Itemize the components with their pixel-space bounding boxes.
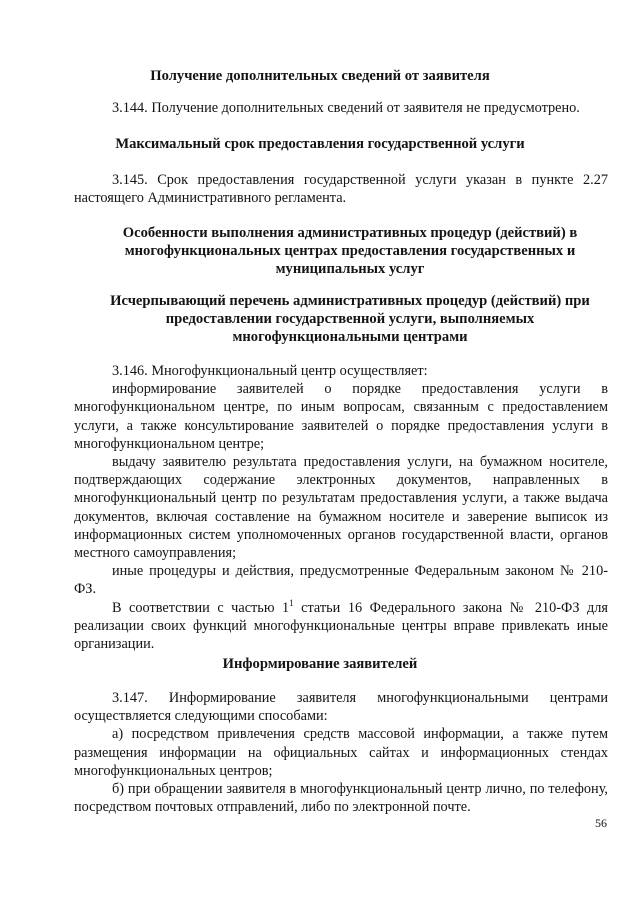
page-number: 56 — [595, 816, 607, 830]
paragraph-3-146: 3.146. Многофункциональный центр осуществляет: информирование заявителей о порядке предоставления услуги в многофункциональном центре, по иным вопросам, связанным с предоставлением услуги, а также консультирование заявителей о порядке предоставления услуги в многофункциональном центре; выдачу заявителю результата предоставления услуги, на бумажном носителе, подтверждающих содержание электронных документов, направленных в многофункциональный центр по результатам предоставления услуги, а также выдача документов, включая составление на бумажном носителе и заверение выписок из информационных систем уполномоченных органов государственной власти, органов местного самоуправления; иные процедуры и действия, предусмотренные Федеральным законом № 210-ФЗ. В соответствии с частью $1^1$ статьи 16 Федерального закона № 210-ФЗ для реализации своих функций многофункциональные центры вправе привлекать иные организации. — [74, 363, 608, 653]
heading-exhaustive-list: Исчерпывающий перечень административных процедур (действий) при предоставлении государственной услуги, выполняемых многофункциональными центрами — [110, 293, 590, 345]
paragraph-3-145: 3.145. Срок предоставления государственной услуги указан в пункте 2.27 настоящего Административного регламента. — [74, 172, 608, 207]
heading-informing: Информирование заявителей — [222, 656, 418, 672]
heading-additional-info: Получение дополнительных сведений от заявителя — [150, 68, 490, 84]
heading-max-term: Максимальный срок предоставления государственной услуги — [115, 136, 525, 152]
paragraph-part-1: В соответствии с частью $1^1$ статьи 16 Федерального закона № 210-ФЗ для реализации своих функций многофункциональные центры вправе привлекать иные организации. — [74, 597, 608, 653]
paragraph-3-144: 3.144. Получение дополнительных сведений от заявителя не предусмотрено. — [112, 100, 580, 116]
paragraph-3-147: 3.147. Информирование заявителя многофункциональными центрами осуществляется следующими способами: а) посредством привлечения средств массовой информации, а также путем размещения информации на официальных сайтах и информационных стендах многофункциональных центров; б) при обращении заявителя в многофункциональный центр лично, по телефону, посредством почтовых отправлений, либо по электронной почте. — [74, 690, 608, 816]
heading-mfc-features: Особенности выполнения административных процедур (действий) в многофункциональных центрах предоставления государственных и муниципальных услуг — [122, 225, 578, 277]
